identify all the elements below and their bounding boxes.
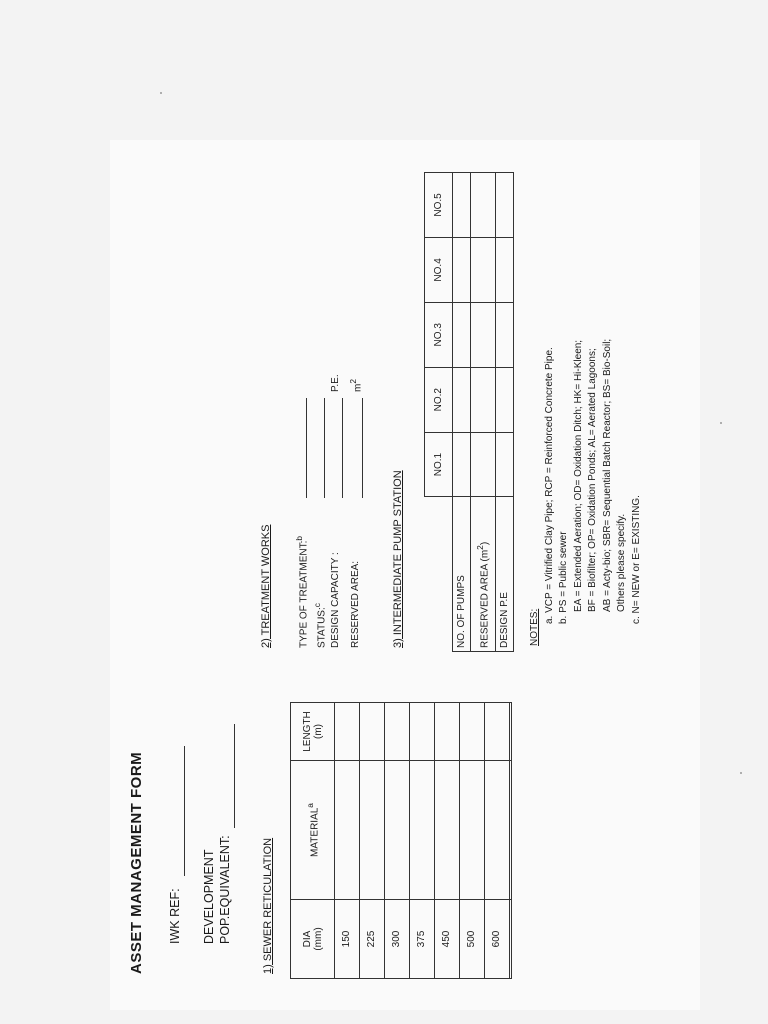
pump-cell[interactable] [495, 302, 513, 367]
iwk-ref-label: IWK REF: [168, 888, 182, 944]
status-label-text: STATUS: [316, 607, 328, 648]
section3-heading: 3) INTERMEDIATE PUMP STATION [392, 470, 404, 648]
dia-cell [509, 900, 511, 979]
row-label [471, 497, 496, 652]
pump-cell[interactable] [453, 173, 471, 238]
table-row [335, 703, 360, 979]
type-of-treatment-field[interactable] [306, 398, 307, 498]
notes-heading: NOTES: [529, 608, 540, 646]
pump-cell[interactable] [453, 432, 471, 497]
note-b-line3: BF = Biofilter; OP= Oxidation Ponds; AL= Aerated Lagoons; [587, 348, 598, 612]
reserved-area-field[interactable] [362, 398, 363, 498]
pump-cell[interactable] [471, 237, 496, 302]
header-cell-length [291, 703, 335, 761]
table-row [471, 173, 496, 652]
corner-cell [425, 497, 453, 652]
length-header: LENGTH [301, 711, 313, 752]
pump-cell[interactable] [471, 173, 496, 238]
note-c: c. N= NEW or E= EXISTING. [630, 495, 642, 624]
pump-cell[interactable] [495, 173, 513, 238]
scan-speck [720, 422, 722, 424]
pump-cell[interactable] [495, 237, 513, 302]
length-cell[interactable] [434, 703, 459, 761]
material-cell[interactable] [459, 761, 484, 900]
column-header: NO.2 [425, 367, 453, 432]
design-capacity-field[interactable] [342, 398, 343, 498]
length-cell[interactable] [384, 703, 409, 761]
pump-station-table [424, 172, 514, 652]
pump-cell[interactable] [471, 302, 496, 367]
pump-cell[interactable] [471, 367, 496, 432]
pump-cell[interactable] [471, 432, 496, 497]
note-b-line4: AB = Acty-bio; SBR= Sequential Batch Reactor; BS= Bio-Soil; [601, 338, 613, 612]
area-unit-text: m [352, 383, 364, 392]
length-cell[interactable] [335, 703, 360, 761]
dia-cell: 375 [409, 900, 434, 979]
note-b: b. PS = Public sewer [558, 531, 569, 624]
length-cell[interactable] [409, 703, 434, 761]
table-row [359, 703, 384, 979]
material-cell[interactable] [359, 761, 384, 900]
length-cell[interactable] [459, 703, 484, 761]
table-row [434, 703, 459, 979]
table-row [509, 703, 511, 979]
row-label-text: RESERVED AREA (m [479, 549, 491, 648]
dia-cell: 300 [384, 900, 409, 979]
table-row [459, 703, 484, 979]
material-cell[interactable] [484, 761, 509, 900]
material-cell[interactable] [509, 761, 511, 900]
dia-cell: 225 [359, 900, 384, 979]
row-label-suffix: ) [479, 541, 491, 546]
table-row [484, 703, 509, 979]
status-label [312, 603, 327, 648]
note-b-line5: Others please specify. [616, 513, 627, 612]
sewer-reticulation-table [290, 702, 512, 979]
length-unit: (m) [312, 724, 324, 739]
material-cell[interactable] [335, 761, 360, 900]
section2-heading: 2) TREATMENT WORKS [260, 524, 272, 648]
header-cell-dia [291, 900, 335, 979]
column-header: NO.4 [425, 237, 453, 302]
pump-cell[interactable] [495, 367, 513, 432]
note-b-line2: EA = Extended Aeration; OD= Oxidation Ditch; HK= Hi-Kleen; [572, 339, 584, 612]
pump-cell[interactable] [495, 432, 513, 497]
length-cell[interactable] [484, 703, 509, 761]
material-cell[interactable] [384, 761, 409, 900]
section1-heading: 1) SEWER RETICULATION [262, 837, 274, 974]
dia-header: DIA [301, 930, 313, 948]
row-label: DESIGN P.E [495, 497, 513, 652]
reserved-area-label: RESERVED AREA: [350, 560, 361, 648]
dia-cell: 150 [335, 900, 360, 979]
reserved-area-unit [348, 379, 363, 392]
area-unit-exponent: 2 [348, 379, 358, 384]
material-header: MATERIAL [309, 807, 321, 857]
header-cell-material [291, 761, 335, 900]
dia-unit: (mm) [312, 927, 324, 951]
scan-speck [160, 92, 162, 94]
pop-equivalent-label: POP.EQUIVALENT: [218, 835, 232, 944]
status-footnote-mark: c [312, 603, 322, 608]
note-a: a. VCP = Vitrified Clay Pipe; RCP = Reinforced Concrete Pipe. [543, 347, 555, 624]
pump-cell[interactable] [453, 237, 471, 302]
type-label-text: TYPE OF TREATMENT: [298, 540, 310, 648]
type-of-treatment-label [294, 536, 309, 648]
pump-cell[interactable] [453, 367, 471, 432]
form-title: ASSET MANAGEMENT FORM [128, 751, 145, 974]
row-label-exponent: 2 [475, 545, 486, 550]
material-cell[interactable] [409, 761, 434, 900]
notes-block [528, 339, 644, 646]
status-field[interactable] [324, 398, 325, 498]
pop-equivalent-field[interactable] [234, 724, 235, 828]
iwk-ref-field[interactable] [184, 746, 185, 876]
table-row [409, 703, 434, 979]
table-row [384, 703, 409, 979]
scan-speck [740, 772, 742, 774]
development-label: DEVELOPMENT [202, 849, 216, 944]
table-row [495, 173, 513, 652]
row-label: NO. OF PUMPS [453, 497, 471, 652]
dia-cell: 450 [434, 900, 459, 979]
material-cell[interactable] [434, 761, 459, 900]
design-capacity-label: DESIGN CAPACITY : [330, 552, 341, 648]
type-footnote-mark: b [294, 535, 304, 541]
table-row [453, 173, 471, 652]
length-cell[interactable] [359, 703, 384, 761]
material-footnote-mark: a [304, 803, 315, 808]
pump-cell[interactable] [453, 302, 471, 367]
dia-cell: 600 [484, 900, 509, 979]
length-cell[interactable] [509, 703, 511, 761]
design-capacity-unit: P.E. [330, 374, 341, 392]
column-header: NO.5 [425, 173, 453, 238]
column-header: NO.1 [425, 432, 453, 497]
dia-cell: 500 [459, 900, 484, 979]
column-header: NO.3 [425, 302, 453, 367]
